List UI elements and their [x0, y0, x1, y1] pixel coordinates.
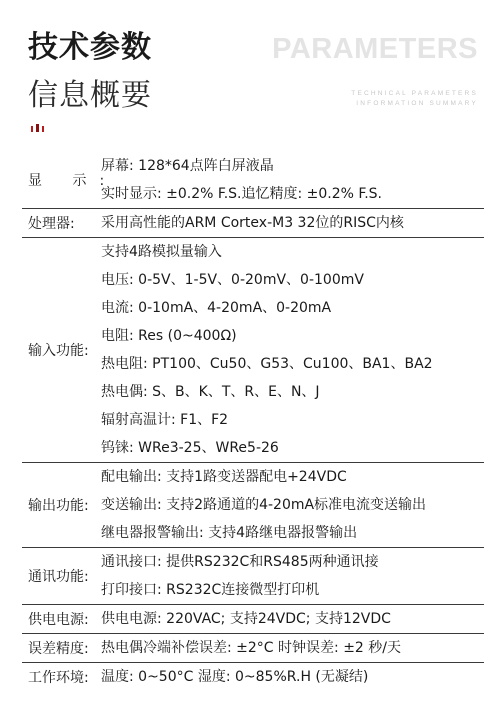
- spec-category: 误差精度:: [28, 641, 89, 657]
- spec-group-power: [22, 605, 484, 634]
- spec-row: 电流: 0-10mA、4-20mA、0-20mA: [101, 300, 332, 316]
- spec-category: 处理器:: [28, 216, 75, 232]
- spec-row: 供电电源: 220VAC; 支持24VDC; 支持12VDC: [101, 611, 391, 627]
- spec-row: 热电偶冷端补偿误差: ±2°C 时钟误差: ±2 秒/天: [101, 640, 402, 656]
- spec-row: 热电阻: PT100、Cu50、G53、Cu100、BA1、BA2: [101, 356, 433, 372]
- spec-group-accuracy: [22, 634, 484, 663]
- spec-group-communication: [22, 548, 484, 605]
- spec-category: 通讯功能:: [28, 569, 89, 585]
- spec-group-display: [22, 152, 484, 209]
- spec-row: 打印接口: RS232C连接微型打印机: [101, 582, 320, 598]
- spec-row: 钨铼: WRe3-25、WRe5-26: [101, 440, 279, 456]
- spec-category: 工作环境:: [28, 670, 89, 686]
- spec-row: 热电偶: S、B、K、T、R、E、N、J: [101, 384, 320, 400]
- spec-row: 实时显示: ±0.2% F.S.追忆精度: ±0.2% F.S.: [101, 186, 383, 202]
- english-subtitle-line-2: INFORMATION SUMMARY: [356, 100, 478, 107]
- page-subtitle: 信息概要: [28, 78, 152, 113]
- spec-row: 支持4路模拟量输入: [101, 244, 222, 260]
- spec-group-input: [22, 238, 484, 463]
- spec-row: 电阻: Res (0~400Ω): [101, 328, 237, 344]
- spec-category: 显 示:: [28, 173, 118, 189]
- spec-category: 输入功能:: [28, 343, 89, 359]
- spec-group-environment: [22, 663, 484, 691]
- spec-row: 通讯接口: 提供RS232C和RS485两种通讯接: [101, 554, 379, 570]
- spec-category: 输出功能:: [28, 498, 89, 514]
- spec-group-output: [22, 463, 484, 548]
- spec-category: 供电电源:: [28, 612, 89, 628]
- english-title-watermark: PARAMETERS: [272, 33, 478, 65]
- accent-bars-icon: [31, 124, 44, 132]
- spec-row: 温度: 0~50°C 湿度: 0~85%R.H (无凝结): [101, 669, 369, 685]
- page-title: 技术参数: [28, 30, 152, 65]
- page-header: [0, 0, 500, 160]
- english-subtitle-line-1: TECHNICAL PARAMETERS: [351, 90, 478, 97]
- spec-row: 配电输出: 支持1路变送器配电+24VDC: [101, 469, 347, 485]
- spec-row: 采用高性能的ARM Cortex-M3 32位的RISC内核: [101, 215, 404, 231]
- spec-row: 变送输出: 支持2路通道的4-20mA标准电流变送输出: [101, 497, 427, 513]
- spec-row: 屏幕: 128*64点阵白屏液晶: [101, 158, 274, 174]
- spec-table: [22, 152, 484, 691]
- spec-group-processor: [22, 209, 484, 238]
- spec-row: 电压: 0-5V、1-5V、0-20mV、0-100mV: [101, 272, 364, 288]
- spec-row: 辐射高温计: F1、F2: [101, 412, 229, 428]
- spec-row: 继电器报警输出: 支持4路继电器报警输出: [101, 525, 358, 541]
